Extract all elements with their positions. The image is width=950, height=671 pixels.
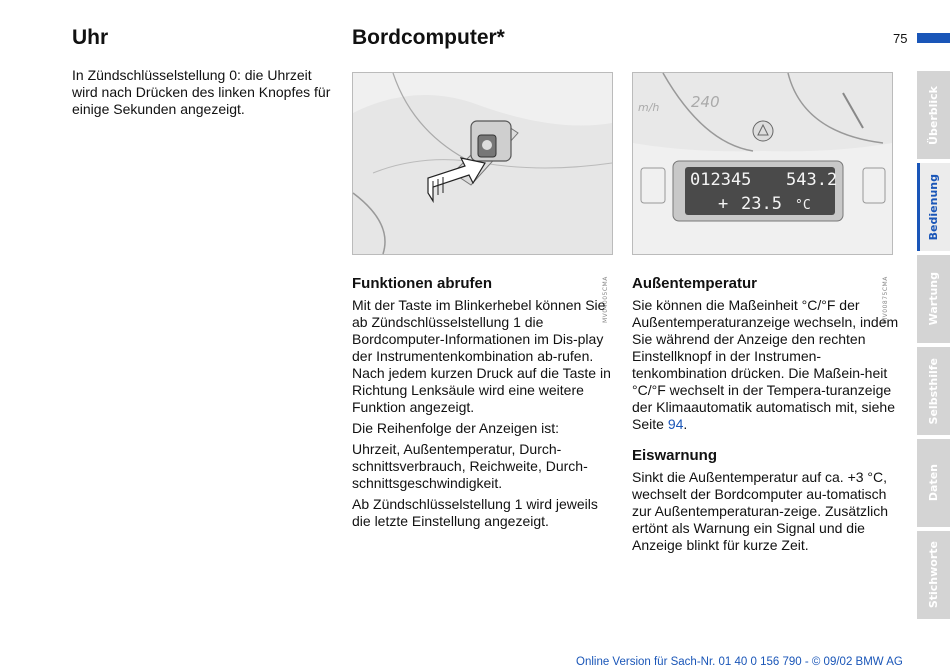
tab-wartung[interactable] [917,255,950,343]
page-link-94[interactable]: 94 [667,416,684,432]
tab-ueberblick[interactable] [917,71,950,159]
display-unit: °C [795,198,811,213]
display-odometer: 012345 [690,170,752,190]
page-number: 75 [893,31,908,46]
display-temp-sign: + [718,194,729,214]
funktionen-p3: Uhrzeit, Außentemperatur, Durch-schnittsverbrauch, Reichweite, Durch-schnittsgeschwindigkeit. [352,441,588,491]
eiswarnung-heading: Eiswarnung [632,447,718,464]
display-temperature: 23.5 [741,194,782,214]
tab-label: Daten [927,464,940,502]
eiswarnung-text: Sinkt die Außentemperatur auf ca. +3 °C, wechselt der Bordcomputer au-tomatisch zur Außentemperaturan-zeige. Zusätzlich ertönt als Warnung ein Signal und die Anzeige blinkt für kurze Zeit. [632,469,889,553]
tab-bedienung[interactable] [917,163,950,251]
tab-label: Überblick [927,85,940,145]
tab-stichworte[interactable] [917,531,950,619]
funktionen-section [352,275,620,534]
uhr-title: Uhr [72,26,109,49]
speedo-unit: m/h [638,101,660,114]
bordcomputer-title: Bordcomputer* [352,26,505,49]
tab-selbsthilfe[interactable] [917,347,950,435]
funktionen-p4: Ab Zündschlüsselstellung 1 wird jeweils die letzte Einstellung angezeigt. [352,496,598,529]
funktionen-p1: Mit der Taste im Blinkerhebel können Sie ab Zündschlüsselstellung 1 die Bordcomputer-Informationen im Dis-play der Instrumentenkombination ab-rufen. Nach jedem kurzen Druck auf die Taste in Richtung Lenksäule wird eine weitere Funktion angezeigt. [352,297,611,415]
speedo-label: 240 [691,93,720,111]
display-trip: 543.2 [786,170,838,190]
tab-daten[interactable] [917,439,950,527]
footer-text: Online Version für Sach-Nr. 01 40 0 156 790 - © 09/02 BMW AG [576,656,903,668]
aussentemperatur-end: . [683,416,688,432]
aussentemperatur-section [632,275,902,558]
aussentemperatur-text [632,297,902,433]
page-marker-bar [917,33,950,43]
aussentemperatur-heading: Außentemperatur [632,275,758,292]
funktionen-heading: Funktionen abrufen [352,275,492,292]
uhr-section [72,67,337,122]
tab-label: Wartung [927,272,940,326]
aussentemperatur-body: Sie können die Maßeinheit °C/°F der Außentemperaturanzeige wechseln, indem Sie während der Anzeige den rechten Einstellknopf in der Instrumen-tenkombination drücken. Die Maßein-heit °C/°F wechselt in der Tempera-turanzeige der Klimaautomatik automatisch mit, siehe Seite [632,297,899,432]
tab-label: Bedienung [927,173,940,241]
tab-label: Selbsthilfe [927,357,940,425]
tab-label: Stichworte [927,541,940,609]
uhr-text: In Zündschlüsselstellung 0: die Uhrzeit wird nach Drücken des linken Knopfes für einige Sekunden angezeigt. [72,67,331,117]
section-tabs [917,71,950,623]
image-code-left: MV04005CMA [602,276,609,323]
funktionen-p2: Die Reihenfolge der Anzeigen ist: [352,420,560,436]
image-code-right: MV00875CMA [882,276,889,323]
